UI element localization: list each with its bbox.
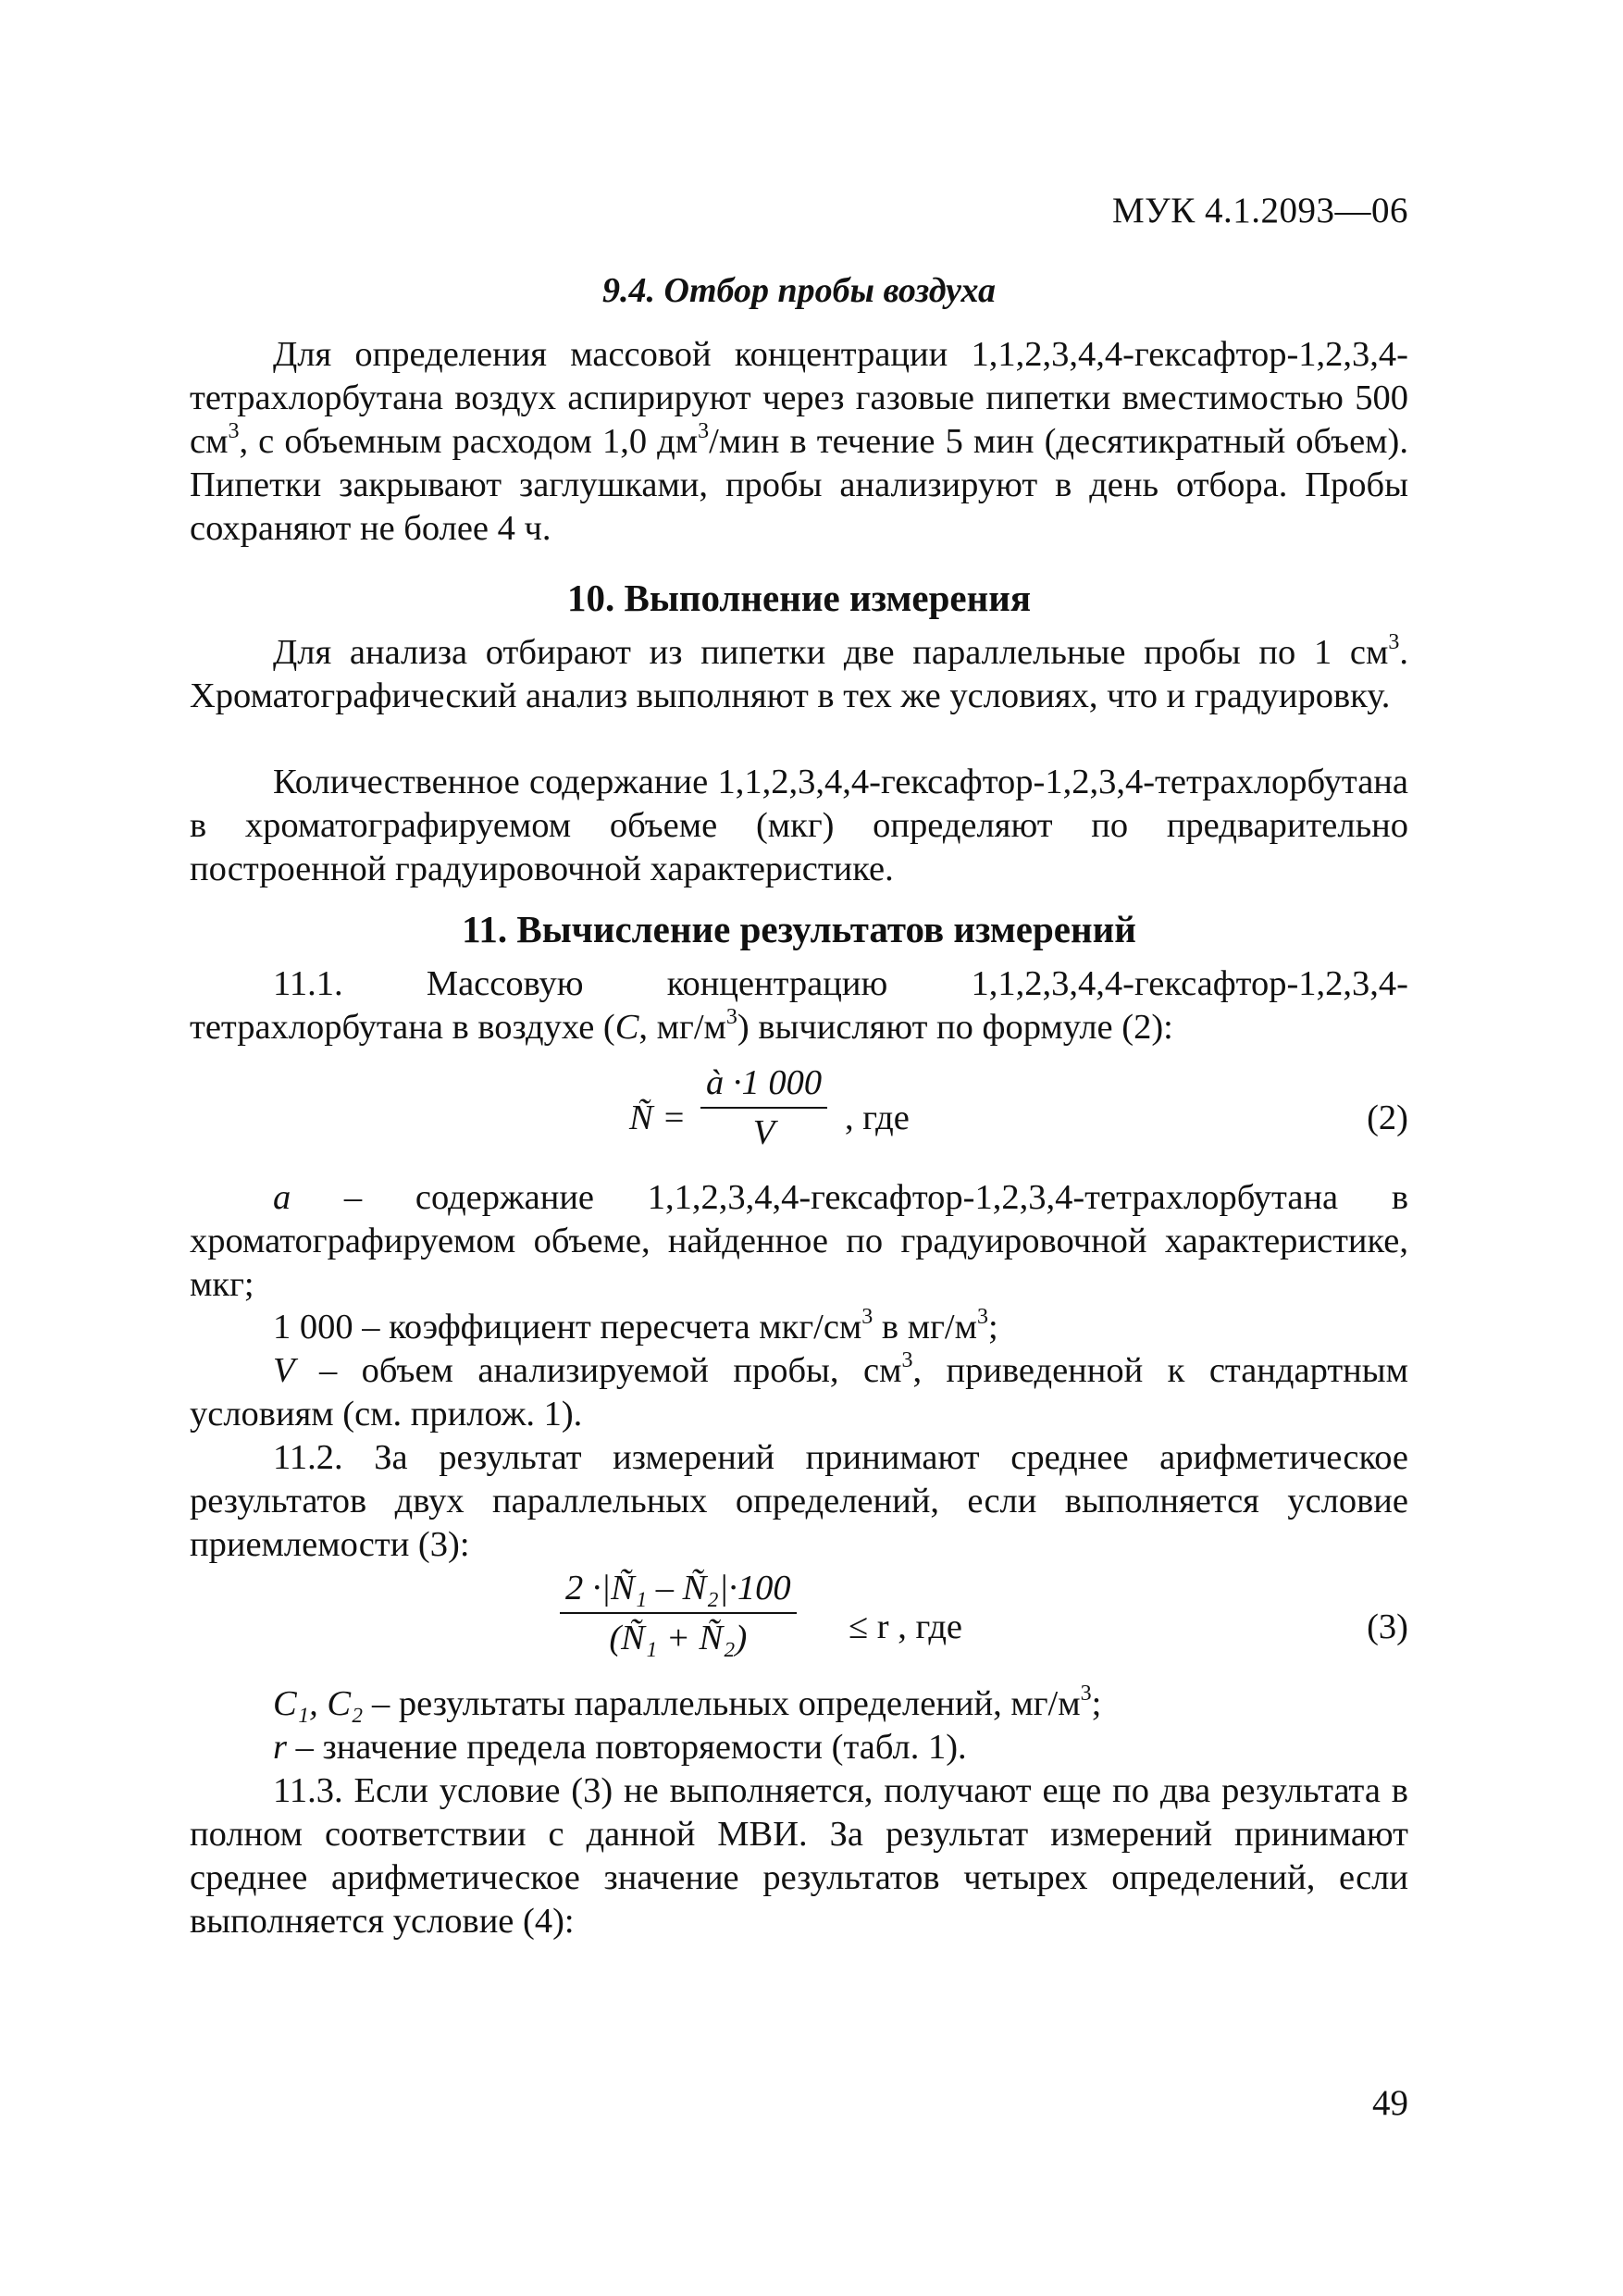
document-page <box>190 0 1408 2296</box>
section-10-title: 10. Выполнение измерения <box>566 577 1032 619</box>
formula-2-lhs: Ñ = <box>629 1098 687 1137</box>
section-9-4-title: 9.4. Отбор пробы воздуха <box>602 271 996 310</box>
formula-2-denominator: V <box>752 1113 775 1152</box>
formula-2-number: (2) <box>1367 1098 1408 1137</box>
formula-2-numerator: à ·1 000 <box>706 1063 823 1102</box>
page-number: 49 <box>1372 2083 1408 2123</box>
formula-2-fraction <box>700 1062 827 1153</box>
section-10-paragraph-2: Количественное содержание 1,1,2,3,4,4-гексафтор-1,2,3,4-тетрахлорбутана в хроматографируемом объеме (мкг) определяют по предварительно построенной градуировочной характеристике. <box>190 763 1408 888</box>
definition-v: V – объем анализируемой пробы, $см^3$, приведенной к стандартным условиям (см. прилож. 1). <box>190 1348 1408 1433</box>
section-11-paragraph-1: 11.1. Массовую концентрацию 1,1,2,3,4,4-гексафтор-1,2,3,4-тетрахлорбутана в воздухе (С, $мг/м^3$) вычисляют по формуле (2): <box>190 964 1408 1047</box>
section-11-paragraph-3: 11.3. Если условие (3) не выполняется, получают еще по два результата в полном соответствии с данной МВИ. За результат измерений принимают среднее арифметическое значение результатов четырех определений, если выполняется условие (4): <box>190 1771 1408 1941</box>
formula-3-denominator: (Ñ₁ + Ñ₂) <box>609 1619 748 1657</box>
formula-3-number: (3) <box>1367 1607 1408 1646</box>
section-9-4-paragraph: Для определения массовой концентрации 1,1,2,3,4,4-гексафтор-1,2,3,4-тетрахлорбутана воздух аспирируют через газовые пипетки вместимостью 500 $см^3$, с объемным расходом 1,0 $дм^3$/мин в течение 5 мин (десятикратный объем). Пипетки закрывают заглушками, пробы анализируют в день отбора. Пробы сохраняют не более 4 ч. <box>190 335 1408 548</box>
formula-3-fraction <box>560 1568 797 1658</box>
definition-r: r – значение предела повторяемости (табл. 1). <box>273 1728 967 1767</box>
section-11-title: 11. Вычисление результатов измерений <box>462 908 1136 950</box>
formula-2 <box>190 1062 1408 1173</box>
formula-3 <box>190 1568 1408 1679</box>
definition-1000: 1 000 – коэффициент пересчета мкг/$см^3$ в $мг/м^3$; <box>273 1305 998 1347</box>
section-10-paragraph-1: Для анализа отбирают из пипетки две параллельные пробы по 1 $см^3$. Хроматографический анализ выполняют в тех же условиях, что и градуировку. <box>190 630 1408 715</box>
definition-c1-c2: C₁, C₂ – результаты параллельных определений, $мг/м^3$; <box>273 1682 1102 1723</box>
section-11-paragraph-2: 11.2. За результат измерений принимают среднее арифметическое результатов двух параллельных определений, если выполняется условие приемлемости (3): <box>190 1438 1408 1564</box>
formula-3-numerator: 2 ·|Ñ₁ – Ñ₂|·100 <box>565 1569 791 1607</box>
definition-a: а – содержание 1,1,2,3,4,4-гексафтор-1,2,3,4-тетрахлорбутана в хроматографируемом объеме, найденное по градуировочной характеристике, мкг; <box>190 1178 1408 1304</box>
formula-2-suffix: , где <box>845 1098 910 1137</box>
document-code: МУК 4.1.2093—06 <box>1111 191 1408 230</box>
formula-3-suffix: ≤ r , где <box>849 1607 963 1646</box>
